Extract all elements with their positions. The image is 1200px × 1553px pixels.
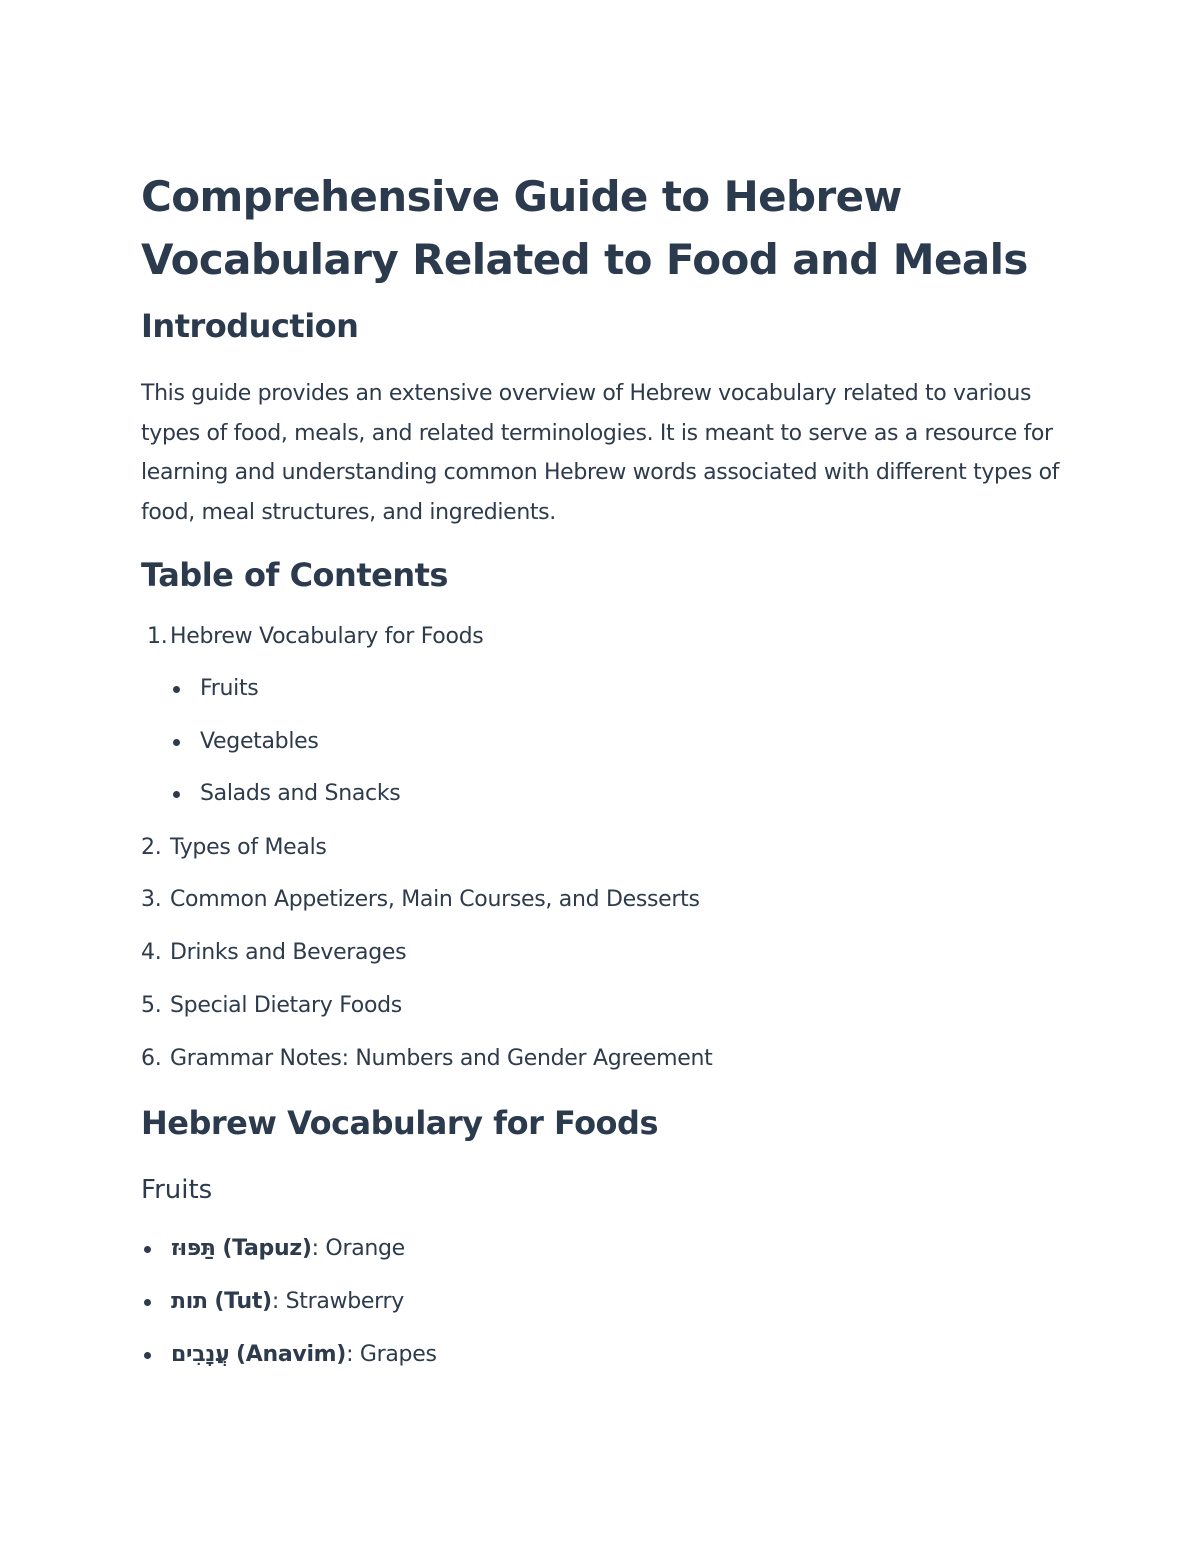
bullet-icon bbox=[144, 1299, 151, 1306]
toc-item-label: Common Appetizers, Main Courses, and Desserts bbox=[170, 887, 700, 912]
bullet-icon bbox=[173, 686, 180, 693]
toc-sub-item[interactable] bbox=[141, 779, 1071, 809]
introduction-heading: Introduction bbox=[141, 307, 359, 345]
bullet-icon bbox=[173, 739, 180, 746]
toc-item[interactable] bbox=[141, 833, 1071, 863]
bullet-icon bbox=[144, 1246, 151, 1253]
toc-sub-item[interactable] bbox=[141, 674, 1071, 704]
toc-list bbox=[141, 622, 1071, 1074]
fruit-item bbox=[141, 1287, 1071, 1317]
toc-item[interactable] bbox=[141, 938, 1071, 968]
toc-item[interactable] bbox=[141, 1044, 1071, 1074]
hebrew-word: תות bbox=[171, 1289, 208, 1314]
toc-item-label: Types of Meals bbox=[170, 835, 327, 860]
toc-item-label: Hebrew Vocabulary for Foods bbox=[170, 624, 484, 649]
hebrew-word: עֲנָבִים bbox=[171, 1342, 230, 1367]
toc-item-number: 3. bbox=[141, 887, 162, 912]
toc-item-number: 2. bbox=[141, 835, 162, 860]
toc-item-label: Special Dietary Foods bbox=[170, 993, 402, 1018]
fruit-item bbox=[141, 1234, 1071, 1264]
introduction-text: This guide provides an extensive overview of Hebrew vocabulary related to various types of food, meals, and related terminologies. It is meant to serve as a resource for learning and understanding common Hebrew words associated with different types of food, meal structures, and ingredients. bbox=[141, 381, 1060, 525]
english-translation: : Strawberry bbox=[271, 1289, 404, 1314]
toc-sub-item[interactable] bbox=[141, 727, 1071, 757]
transliteration: (Tapuz) bbox=[222, 1236, 312, 1261]
transliteration: (Tut) bbox=[214, 1289, 272, 1314]
bullet-icon bbox=[144, 1352, 151, 1359]
foods-section-heading: Hebrew Vocabulary for Foods bbox=[141, 1104, 658, 1142]
fruit-list bbox=[141, 1234, 1071, 1370]
toc-item-number: 1. bbox=[147, 624, 168, 649]
toc-sub-item-label: Fruits bbox=[200, 676, 259, 701]
toc-sub-item-label: Vegetables bbox=[200, 729, 319, 754]
toc-item-label: Drinks and Beverages bbox=[170, 940, 407, 965]
bullet-icon bbox=[173, 791, 180, 798]
toc-item-number: 5. bbox=[141, 993, 162, 1018]
toc-item-number: 6. bbox=[141, 1046, 162, 1071]
toc-item-label: Grammar Notes: Numbers and Gender Agreement bbox=[170, 1046, 713, 1071]
english-translation: : Grapes bbox=[346, 1342, 437, 1367]
toc-heading: Table of Contents bbox=[141, 556, 448, 594]
document-title: Comprehensive Guide to Hebrew Vocabulary Related to Food and Meals bbox=[141, 172, 1028, 284]
toc-item[interactable] bbox=[141, 991, 1071, 1021]
toc-item[interactable] bbox=[141, 622, 1071, 652]
toc-item[interactable] bbox=[141, 885, 1071, 915]
fruits-heading: Fruits bbox=[141, 1175, 213, 1205]
english-translation: : Orange bbox=[311, 1236, 405, 1261]
toc-sub-item-label: Salads and Snacks bbox=[200, 781, 401, 806]
transliteration: (Anavim) bbox=[236, 1342, 347, 1367]
fruit-item bbox=[141, 1340, 1071, 1370]
toc-item-number: 4. bbox=[141, 940, 162, 965]
hebrew-word: תַּפּוּז bbox=[171, 1236, 216, 1261]
document-page bbox=[141, 165, 1071, 1370]
